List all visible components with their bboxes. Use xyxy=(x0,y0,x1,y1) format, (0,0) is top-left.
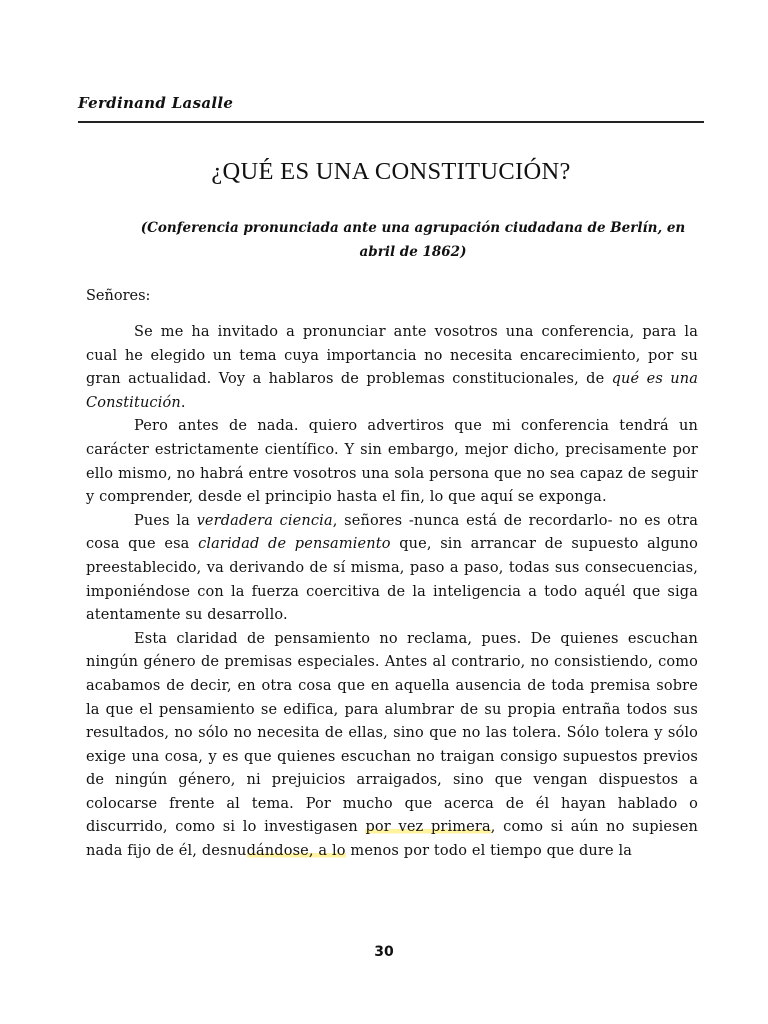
paragraph-4-text-b: , como si aún no supiesen nada fijo de él, desnu xyxy=(86,819,698,860)
paragraph-1-end: . xyxy=(180,394,186,411)
paragraph-3-text-c: que, sin arrancar de supuesto alguno preestablecido, va derivando de sí misma, paso a paso, todas sus consecuencias, imponiéndose con la fuerza coercitiva de la inteligencia a todo aquél que siga atentamente su desarrollo. xyxy=(86,536,699,624)
paragraph-3-italic-a: verdadera ciencia xyxy=(196,512,333,529)
paragraph-4-text-c: menos por todo el tiempo que dure la xyxy=(345,843,633,860)
paragraph-4 xyxy=(86,628,698,864)
page-title: ¿QUÉ ES UNA CONSTITUCIÓN? xyxy=(211,158,571,185)
paragraph-3-text-a: Pues la xyxy=(134,512,197,529)
paragraph-4-highlight-a: por vez primera xyxy=(365,819,491,836)
paragraph-3 xyxy=(86,510,698,628)
paragraph-3-italic-b: claridad de pensamiento xyxy=(198,536,391,553)
body-text xyxy=(86,321,698,864)
subtitle: (Conferencia pronunciada ante una agrupación ciudadana de Berlín, en abril de 1862) xyxy=(140,220,686,260)
page-number: 30 xyxy=(374,944,394,960)
paragraph-4-highlight-b: dándose, a lo xyxy=(246,843,346,860)
paragraph-1-italic: qué es una Constitución xyxy=(86,371,699,411)
header-rule xyxy=(78,121,704,123)
paragraph-3-text-b: , señores -nunca está de recordarlo- no es otra cosa que esa xyxy=(86,512,698,553)
paragraph-2: Pero antes de nada. quiero advertiros que mi conferencia tendrá un carácter estrictamente científico. Y sin embargo, mejor dicho, precisamente por ello mismo, no habrá entre vosotros una sola persona que no sea capaz de seguir y comprender, desde el principio hasta el fin, lo que aquí se exponga. xyxy=(86,418,698,506)
greeting: Señores: xyxy=(86,288,151,304)
paragraph-1 xyxy=(86,321,698,415)
running-head-author: Ferdinand Lasalle xyxy=(78,94,234,112)
paragraph-1-text: Se me ha invitado a pronunciar ante vosotros una conferencia, para la cual he elegido un tema cuya importancia no necesita encarecimiento, por su gran actualidad. Voy a hablaros de problemas constitucionales, de xyxy=(86,324,698,388)
paragraph-4-text-a: Esta claridad de pensamiento no reclama, pues. De quienes escuchan ningún género de premisas especiales. Antes al contrario, no consistiendo, como acabamos de decir, en otra cosa que en aquella ausencia de toda premisa sobre la que el pensamiento se edifica, para alumbrar de su propia entraña todos sus resultados, no sólo no necesita de ellas, sino que no las tolera. Sólo tolera y sólo exige una cosa, y es que quienes escuchan no traigan consigo supuestos previos de ningún género, ni prejuicios arraigados, sino que vengan dispuestos a colocarse frente al tema. Por mucho que acerca de él hayan hablado o discurrido, como si lo investigasen xyxy=(86,630,698,836)
